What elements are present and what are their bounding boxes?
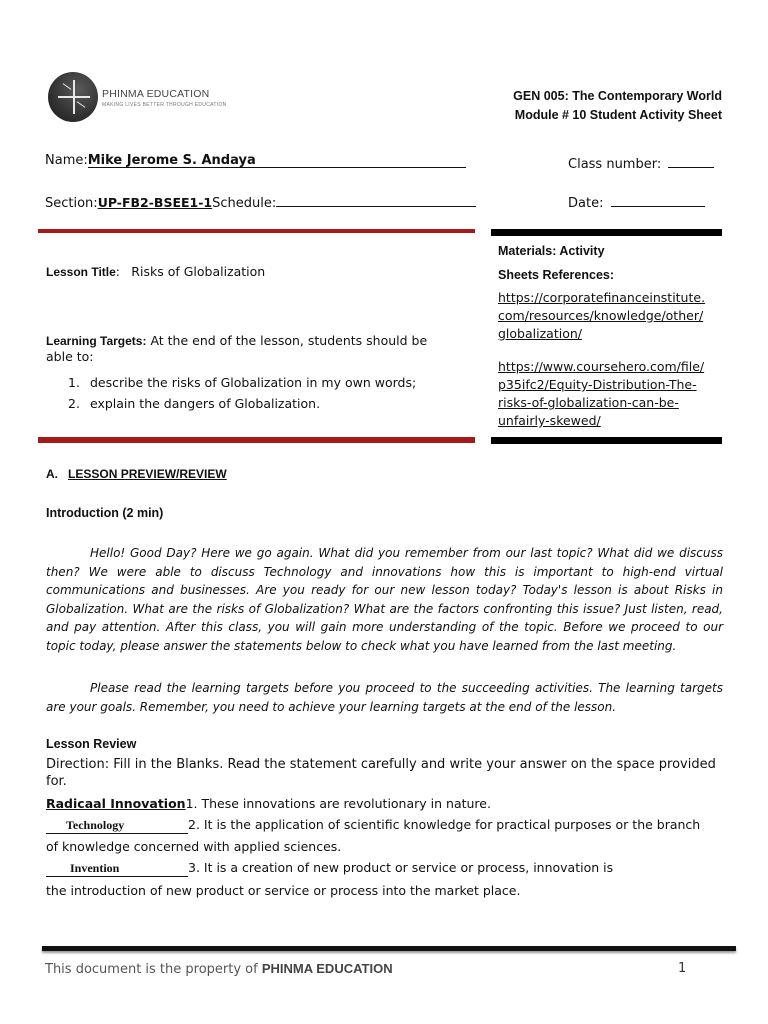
answer-blank-3[interactable]: Invention	[46, 861, 188, 877]
name-input[interactable]	[88, 153, 466, 168]
lesson-title-value: Risks of Globalization	[131, 264, 266, 279]
logo-tagline: MAKING LIVES BETTER THROUGH EDUCATION	[102, 102, 227, 108]
page-number: 1	[678, 961, 687, 976]
module-title: Module # 10 Student Activity Sheet	[514, 108, 722, 122]
date-field	[568, 192, 705, 211]
lesson-title-label: Lesson Title	[46, 265, 116, 279]
answer-blank-2[interactable]: Technology	[46, 818, 188, 834]
class-number-field	[568, 153, 714, 172]
learning-targets-intro: At the end of the lesson, students should be able to:	[46, 333, 428, 364]
footer-property-text: This document is the property of	[45, 962, 258, 977]
footer-divider	[42, 946, 736, 951]
section-a-heading	[46, 467, 227, 481]
name-value: Mike Jerome S. Andaya	[87, 153, 256, 168]
section-a-title: LESSON PREVIEW/REVIEW	[68, 467, 227, 481]
learning-targets	[46, 333, 456, 365]
review-direction: Direction: Fill in the Blanks. Read the statement carefully and write your answer on the space provided for.	[46, 757, 716, 789]
footer-text	[45, 961, 393, 977]
divider-black-top	[491, 229, 722, 236]
list-item: 2. explain the dangers of Globalization.	[68, 396, 321, 411]
class-number-input[interactable]	[668, 153, 714, 168]
review-item-2-cont: of knowledge concerned with applied sciences.	[46, 839, 342, 854]
lesson-title-row	[46, 264, 265, 279]
schedule-input[interactable]	[276, 192, 476, 207]
targets-paragraph: Please read the learning targets before you proceed to the succeeding activities. The learning targets are your goals. Remember, you need to achieve your learning targets at the end of the lesson.	[46, 681, 723, 714]
divider-red-bottom	[38, 437, 475, 443]
divider-red-top	[38, 229, 475, 233]
materials-heading	[498, 239, 614, 287]
reference-link-1[interactable]: https://corporatefinanceinstitute. com/resources/knowledge/other/ globalization/	[498, 290, 706, 341]
review-item-3-cont: the introduction of new product or service or process into the market place.	[46, 883, 521, 898]
answer-blank-1[interactable]: Radicaal Innovation	[46, 796, 186, 811]
materials-heading-2: Sheets References:	[498, 268, 615, 282]
learning-targets-label: Learning Targets:	[46, 334, 147, 348]
section-field	[45, 192, 476, 211]
reference-link-2[interactable]: https://www.coursehero.com/file/ p35ifc2/Equity-Distribution-The- risks-of-globalization-can-be- unfairly-skewed/	[498, 359, 705, 428]
section-label: Section:	[45, 196, 98, 211]
date-input[interactable]	[611, 192, 705, 207]
name-field	[45, 153, 466, 168]
name-label: Name:	[45, 153, 88, 168]
class-number-label: Class number:	[568, 157, 662, 172]
course-title: GEN 005: The Contemporary World	[513, 89, 722, 103]
materials-heading-1: Materials: Activity	[498, 244, 605, 258]
section-a-letter: A.	[46, 467, 58, 481]
phinma-logo-icon	[48, 72, 98, 122]
date-label: Date:	[568, 196, 604, 211]
targets-list	[68, 372, 416, 414]
review-item-3: Invention 3. It is a creation of new product or service or process, innovation is	[46, 860, 613, 877]
course-header	[513, 87, 722, 125]
intro-paragraph: Hello! Good Day? Here we go again. What did you remember from our last topic? What did we discuss then? We were able to discuss Technology and innovations how this is important to high-end virtual communications and businesses. Are you ready for our new lesson today? Today's lesson is about Risks in Globalization. What are the risks of Globalization? What are the factors confronting this issue? Just listen, read, and pay attention. After this class, you will gain more understanding of the topic. Before we proceed to our topic today, please answer the statements below to check what you have learned from the last meeting.	[46, 546, 723, 653]
schedule-label: Schedule:	[212, 196, 277, 211]
footer-brand: PHINMA EDUCATION	[261, 961, 393, 976]
logo-name: PHINMA EDUCATION	[102, 88, 210, 100]
review-item-1: Radicaal Innovation1. These innovations are revolutionary in nature.	[46, 796, 491, 811]
introduction-heading: Introduction (2 min)	[46, 506, 164, 520]
divider-black-bottom	[491, 437, 722, 444]
section-value[interactable]: UP-FB2-BSEE1-1	[97, 195, 213, 210]
review-item-2: Technology 2. It is the application of scientific knowledge for practical purposes or the branch	[46, 817, 700, 834]
lesson-review-heading: Lesson Review	[46, 737, 137, 751]
lesson-title-sep: :	[115, 265, 120, 279]
list-item: 1. describe the risks of Globalization in my own words;	[68, 375, 417, 390]
